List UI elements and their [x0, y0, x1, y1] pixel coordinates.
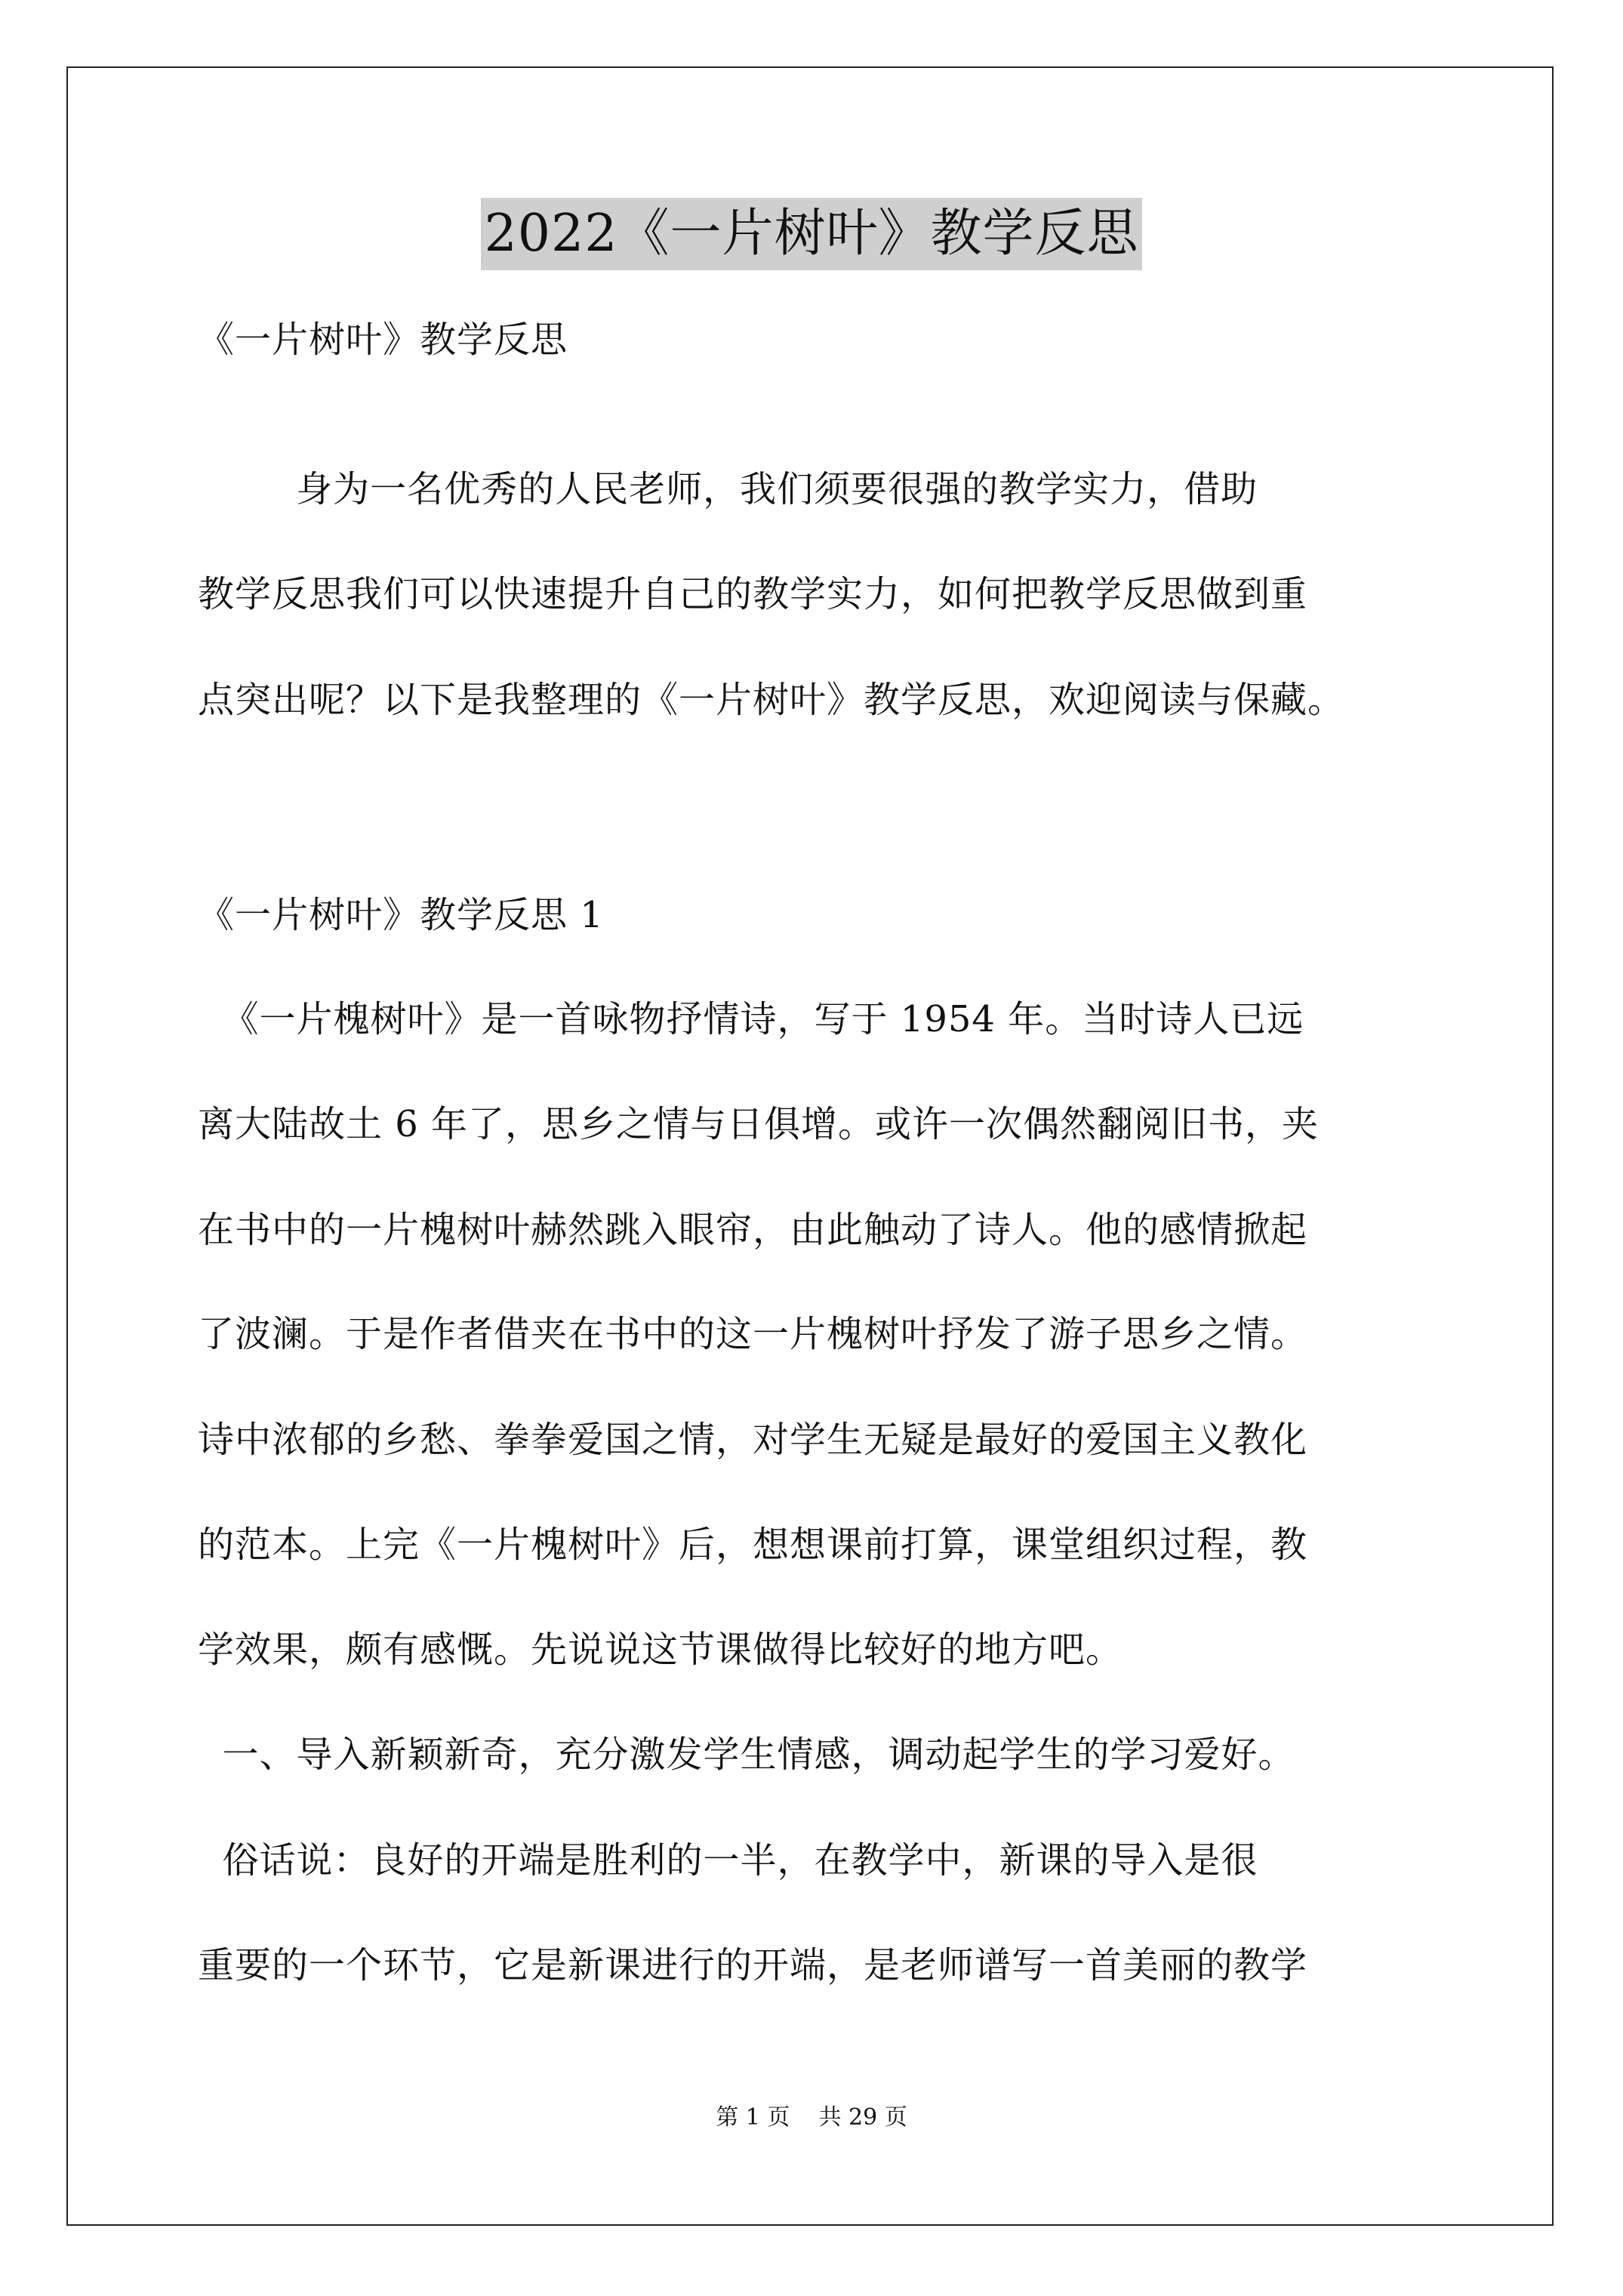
paragraph-line: 学效果，颇有感慨。先说说这节课做得比较好的地方吧。: [198, 1629, 1123, 1671]
paragraph-line: 《一片槐树叶》是一首咏物抒情诗，写于 1954 年。当时诗人已远: [198, 998, 1304, 1040]
section-heading: 《一片树叶》教学反思 1: [198, 894, 604, 936]
document-title: 2022《一片树叶》教学反思: [481, 198, 1141, 270]
paragraph-line: 俗话说：良好的开端是胜利的一半，在教学中，新课的导入是很: [198, 1839, 1258, 1881]
subtitle: 《一片树叶》教学反思: [198, 319, 568, 361]
intro-line: 身为一名优秀的人民老师，我们须要很强的教学实力，借助: [198, 468, 1258, 510]
paragraph-line: 重要的一个环节，它是新课进行的开端，是老师谱写一首美丽的教学: [198, 1944, 1308, 1986]
paragraph-line: 在书中的一片槐树叶赫然跳入眼帘，由此触动了诗人。他的感情掀起: [198, 1209, 1308, 1251]
intro-line: 教学反思我们可以快速提升自己的教学实力，如何把教学反思做到重: [198, 573, 1308, 615]
paragraph-line: 的范本。上完《一片槐树叶》后，想想课前打算，课堂组织过程，教: [198, 1524, 1308, 1566]
paragraph-line: 离大陆故土 6 年了，思乡之情与日俱增。或许一次偶然翻阅旧书，夹: [198, 1103, 1320, 1145]
paragraph-line: 诗中浓郁的乡愁、拳拳爱国之情，对学生无疑是最好的爱国主义教化: [198, 1419, 1308, 1461]
intro-line: 点突出呢？以下是我整理的《一片树叶》教学反思，欢迎阅读与保藏。: [198, 679, 1345, 721]
paragraph-line: 一、导入新颖新奇，充分激发学生情感，调动起学生的学习爱好。: [198, 1734, 1295, 1776]
title-wrap: [0, 198, 1623, 270]
page-footer: 第 1 页 共 29 页: [716, 2104, 907, 2131]
paragraph-line: 了波澜。于是作者借夹在书中的这一片槐树叶抒发了游子思乡之情。: [198, 1313, 1308, 1355]
